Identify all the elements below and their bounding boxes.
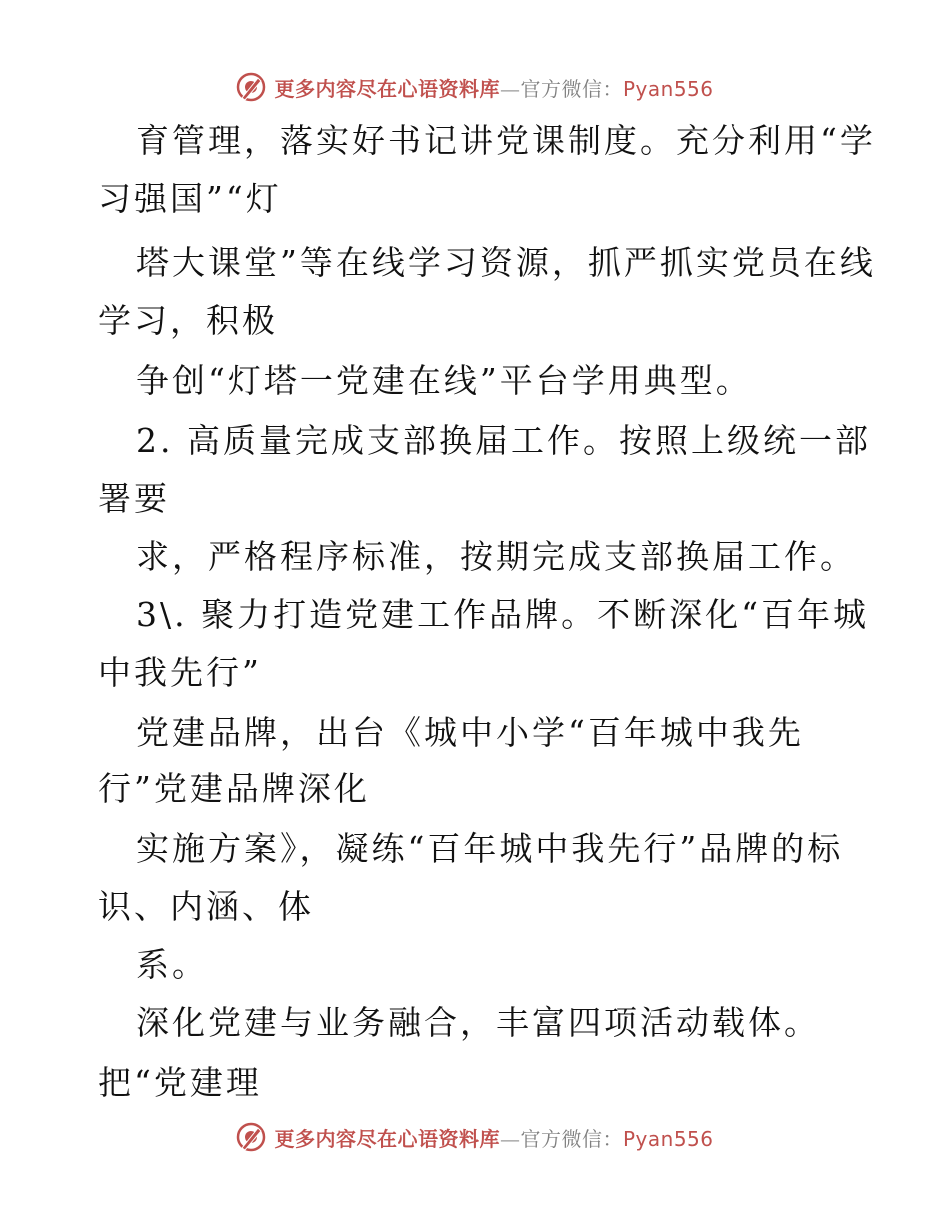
header-watermark	[0, 72, 950, 102]
text-line: 塔大课堂”等在线学习资源，抓严抓实党员在线	[136, 243, 876, 282]
text-line: 深化党建与业务融合，丰富四项活动载体。	[136, 1003, 820, 1042]
text-line: 育管理，落实好书记讲党课制度。充分利用“学	[136, 121, 876, 160]
text-line: 争创“灯塔一党建在线”平台学用典型。	[136, 361, 752, 400]
watermark-text: 更多内容尽在心语资料库—官方微信：Pyan556	[274, 1126, 714, 1151]
text-line: 系。	[136, 945, 208, 984]
text-line: 把“党建理	[98, 1063, 262, 1102]
text-line: 中我先行”	[98, 653, 262, 692]
text-line: 习强国”“灯	[98, 179, 282, 218]
text-line: 学习，积极	[98, 301, 278, 340]
text-line: 3\. 聚力打造党建工作品牌。不断深化“百年城	[136, 595, 869, 634]
text-line: 党建品牌，出台《城中小学“百年城中我先	[136, 713, 804, 752]
pen-logo-icon	[236, 72, 266, 102]
watermark-text: 更多内容尽在心语资料库—官方微信：Pyan556	[274, 76, 714, 101]
pen-logo-icon	[236, 1122, 266, 1152]
text-line: 署要	[98, 479, 170, 518]
footer-watermark	[0, 1122, 950, 1152]
text-line: 求，严格程序标准，按期完成支部换届工作。	[136, 537, 856, 576]
text-line: 2. 高质量完成支部换届工作。按照上级统一部	[136, 421, 871, 460]
text-line: 识、内涵、体	[98, 887, 314, 926]
text-line: 实施方案》，凝练“百年城中我先行”品牌的标	[136, 829, 844, 868]
text-line: 行”党建品牌深化	[98, 769, 370, 808]
